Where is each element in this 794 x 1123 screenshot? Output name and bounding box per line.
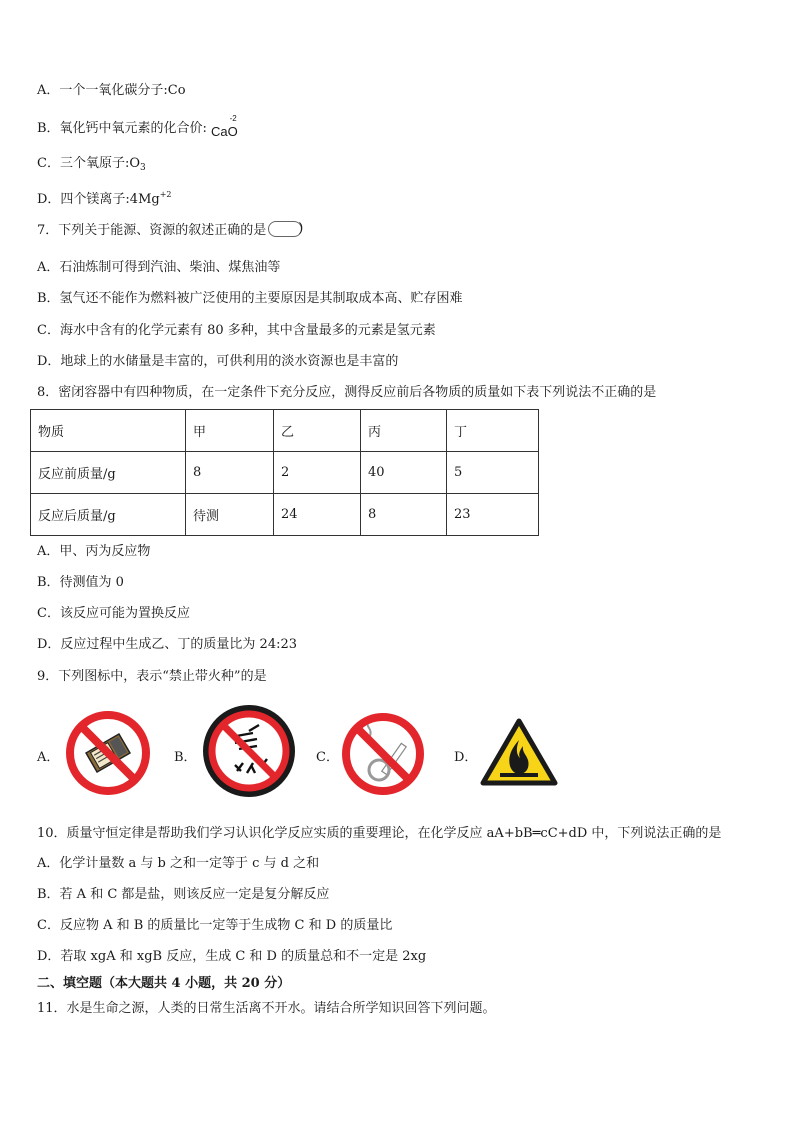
q10-stem: 10．质量守恒定律是帮助我们学习认识化学反应实质的重要理论，在化学反应 aA+bB═cC+dD 中，下列说法正确的是 [37, 826, 722, 841]
q6-option-d-text: D．四个镁离子:4Mg [37, 192, 160, 207]
q9-label-a: A． [37, 750, 60, 765]
q9-label-c: C． [316, 750, 339, 765]
table-cell: 反应前质量/g [31, 452, 186, 494]
no-matches-sign-icon [63, 708, 153, 798]
table-cell: 丁 [447, 410, 539, 452]
q7-option-b: B．氢气还不能作为燃料被广泛使用的主要原因是其制取成本高、贮存困难 [37, 291, 463, 306]
q6-option-b-text: B．氧化钙中氧元素的化合价: [37, 121, 207, 136]
table-row [31, 494, 539, 536]
table-row [31, 452, 539, 494]
table-cell: 23 [447, 494, 539, 536]
table-cell: 8 [361, 494, 447, 536]
table-cell: 40 [361, 452, 447, 494]
q6-option-d [37, 186, 172, 209]
mass-table [30, 409, 539, 536]
q6-option-b [37, 114, 238, 139]
q10-option-c: C．反应物 A 和 B 的质量比一定等于生成物 C 和 D 的质量比 [37, 918, 393, 933]
answer-bracket[interactable] [268, 221, 302, 237]
q7-stem [37, 221, 302, 240]
table-cell: 待测 [186, 494, 274, 536]
q6-option-c-text: C．三个氧原子:O [37, 156, 140, 171]
q9-label-d: D． [454, 750, 478, 765]
bracket-close: ) [298, 221, 304, 236]
q9-stem: 9．下列图标中，表示“禁止带火种”的是 [37, 669, 267, 684]
q7-option-c: C．海水中含有的化学元素有 80 多种，其中含量最多的元素是氢元素 [37, 323, 436, 338]
q10-option-a: A．化学计量数 a 与 b 之和一定等于 c 与 d 之和 [37, 856, 320, 871]
q9-label-b: B． [174, 750, 197, 765]
q7-stem-text: 7．下列关于能源、资源的叙述正确的是 [37, 223, 267, 238]
q7-option-a: A．石油炼制可得到汽油、柴油、煤焦油等 [37, 260, 281, 275]
subscript: 3 [140, 163, 146, 173]
section-title: 二、填空题（本大题共 4 小题，共 20 分） [37, 976, 291, 991]
flammable-warning-sign-icon [480, 718, 558, 786]
table-cell: 丙 [361, 410, 447, 452]
table-cell: 乙 [274, 410, 361, 452]
no-smoking-sign-icon [339, 710, 427, 798]
q7-option-d: D．地球上的水储量是丰富的，可供利用的淡水资源也是丰富的 [37, 354, 399, 369]
formula-o: O [227, 124, 238, 139]
q6-option-c [37, 155, 146, 177]
q8-option-a: A．甲、丙为反应物 [37, 544, 151, 559]
q8-option-c: C．该反应可能为置换反应 [37, 606, 190, 621]
formula-oxygen [227, 114, 238, 141]
q6-option-a: A．一个一氧化碳分子:Co [37, 83, 186, 98]
q8-option-d: D．反应过程中生成乙、丁的质量比为 24:23 [37, 637, 298, 652]
q10-option-d: D．若取 xgA 和 xgB 反应，生成 C 和 D 的质量总和不一定是 2xg [37, 949, 427, 964]
table-cell: 24 [274, 494, 361, 536]
q11-stem: 11．水是生命之源，人类的日常生活离不开水。请结合所学知识回答下列问题。 [37, 1001, 496, 1016]
cao-formula [210, 114, 238, 141]
table-cell: 2 [274, 452, 361, 494]
table-cell: 5 [447, 452, 539, 494]
valence-mark: -2 [229, 114, 237, 123]
table-cell: 反应后质量/g [31, 494, 186, 536]
no-fireworks-sign-icon [201, 703, 297, 799]
q8-option-b: B．待测值为 0 [37, 575, 124, 590]
q8-stem: 8．密闭容器中有四种物质，在一定条件下充分反应，测得反应前后各物质的质量如下表下列说法不正确的是 [37, 385, 657, 400]
q10-option-b: B．若 A 和 C 都是盐，则该反应一定是复分解反应 [37, 887, 330, 902]
table-header-row [31, 410, 539, 452]
table-cell: 甲 [186, 410, 274, 452]
formula-ca: Ca [210, 124, 228, 139]
superscript: +2 [159, 190, 172, 199]
table-cell: 物质 [31, 410, 186, 452]
table-cell: 8 [186, 452, 274, 494]
